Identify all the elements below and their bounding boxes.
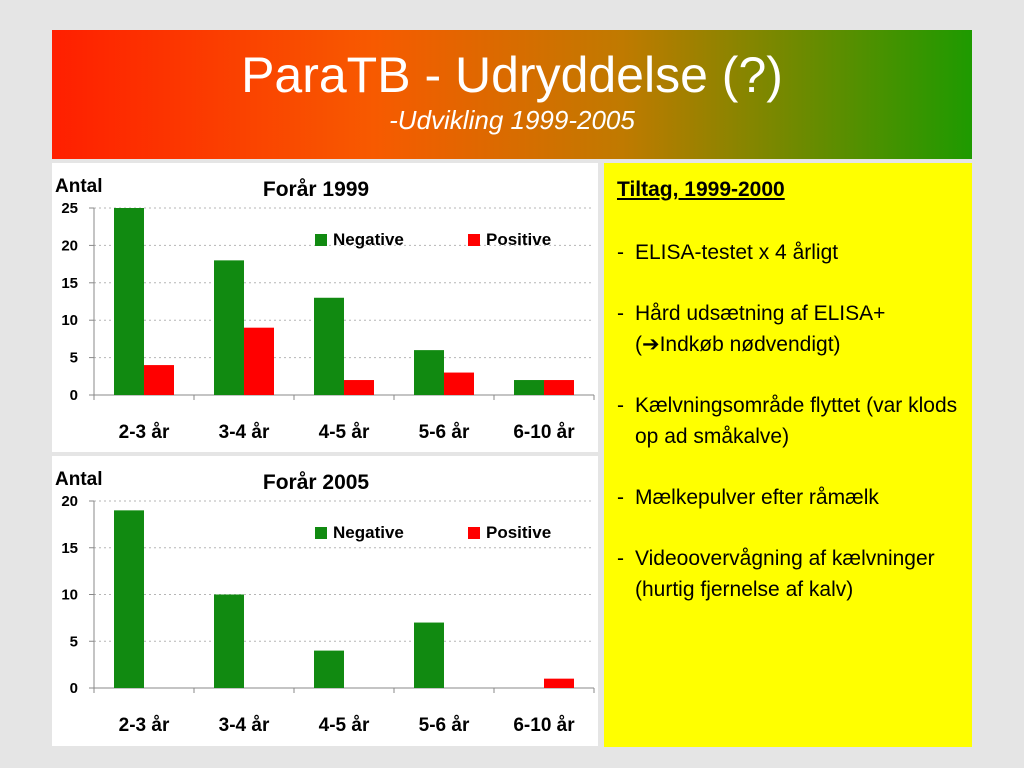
legend-label: Negative: [333, 230, 404, 249]
chart-2005: [52, 456, 598, 746]
bar-positive: [344, 380, 374, 395]
bar-positive: [144, 365, 174, 395]
x-tick-label: 4-5 år: [318, 715, 370, 736]
measure-item: [617, 390, 962, 452]
chart-title: Forår 2005: [262, 471, 370, 494]
y-tick-label: 15: [61, 539, 78, 557]
measure-item: [617, 482, 962, 513]
bar-negative: [514, 380, 544, 395]
bar-negative: [214, 260, 244, 395]
measure-text: Videoovervågning af kælvninger (hurtig fjernelse af kalv): [635, 547, 935, 601]
measure-text: ELISA-testet x 4 årligt: [635, 241, 839, 264]
measure-item: [617, 543, 962, 605]
legend-swatch: [315, 527, 327, 539]
legend-swatch: [315, 234, 327, 246]
measure-item: [617, 237, 962, 268]
bar-negative: [114, 510, 144, 688]
legend-label: Positive: [486, 523, 552, 542]
chart-title: Forår 1999: [262, 178, 370, 201]
chart-1999: [52, 163, 598, 452]
bar-positive: [244, 328, 274, 395]
bar-negative: [314, 298, 344, 395]
bullet-dash: -: [617, 394, 624, 417]
y-tick-label: 20: [61, 237, 78, 255]
measures-heading: Tiltag, 1999-2000: [617, 178, 785, 201]
bar-positive: [544, 380, 574, 395]
y-tick-label: 20: [61, 493, 78, 510]
y-tick-label: 15: [61, 274, 78, 292]
y-tick-label: 5: [69, 349, 78, 367]
y-axis-label: Antal: [55, 469, 103, 490]
bar-negative: [314, 651, 344, 688]
y-tick-label: 0: [69, 387, 78, 404]
y-tick-label: 0: [69, 680, 78, 697]
y-tick-label: 25: [61, 200, 78, 217]
bullet-dash: -: [617, 241, 624, 264]
measure-text: Hård udsætning af ELISA+ (➔Indkøb nødvendigt): [635, 302, 886, 356]
measure-text: Mælkepulver efter råmælk: [635, 486, 879, 509]
legend-label: Negative: [333, 523, 404, 542]
bar-positive: [544, 679, 574, 688]
bar-negative: [114, 208, 144, 395]
legend-swatch: [468, 234, 480, 246]
x-tick-label: 3-4 år: [218, 715, 270, 736]
chart-2005-panel: [52, 456, 598, 746]
x-tick-label: 2-3 år: [118, 715, 170, 736]
x-tick-label: 5-6 år: [418, 422, 470, 443]
x-tick-label: 6-10 år: [513, 715, 575, 736]
x-tick-label: 6-10 år: [513, 422, 575, 443]
y-axis-label: Antal: [55, 176, 103, 197]
bullet-dash: -: [617, 302, 624, 325]
bullet-dash: -: [617, 486, 624, 509]
x-tick-label: 4-5 år: [318, 422, 370, 443]
slide-header: [52, 30, 972, 159]
chart-1999-panel: [52, 163, 598, 452]
bar-negative: [414, 623, 444, 688]
x-tick-label: 2-3 år: [118, 422, 170, 443]
x-tick-label: 3-4 år: [218, 422, 270, 443]
measures-panel: [604, 163, 972, 747]
x-tick-label: 5-6 år: [418, 715, 470, 736]
measure-text: Kælvningsområde flyttet (var klods op ad småkalve): [635, 394, 958, 448]
bullet-dash: -: [617, 547, 624, 570]
slide-title: ParaTB - Udryddelse (?): [241, 47, 783, 103]
y-tick-label: 10: [61, 312, 78, 330]
bar-positive: [444, 373, 474, 395]
legend-swatch: [468, 527, 480, 539]
y-tick-label: 5: [69, 633, 78, 651]
bar-negative: [214, 595, 244, 689]
y-tick-label: 10: [61, 586, 78, 604]
bar-negative: [414, 350, 444, 395]
measure-item: [617, 298, 962, 360]
legend-label: Positive: [486, 230, 552, 249]
slide-subtitle: -Udvikling 1999-2005: [389, 105, 635, 135]
